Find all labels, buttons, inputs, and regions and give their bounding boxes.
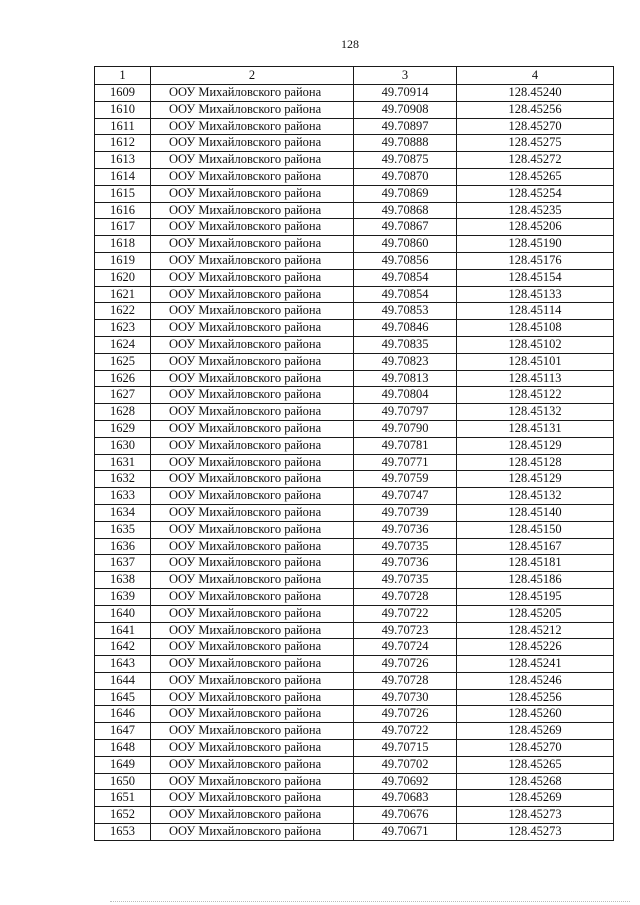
table-row — [95, 605, 614, 622]
row-number-cell: 1622 — [95, 303, 151, 320]
row-number-cell: 1647 — [95, 723, 151, 740]
row-number-cell: 1632 — [95, 471, 151, 488]
row-number-cell: 1624 — [95, 336, 151, 353]
name-cell: ООУ Михайловского района — [151, 168, 354, 185]
name-cell: ООУ Михайловского района — [151, 504, 354, 521]
table-row — [95, 471, 614, 488]
table-row — [95, 185, 614, 202]
longitude-cell: 128.45212 — [457, 622, 614, 639]
name-cell: ООУ Михайловского района — [151, 85, 354, 102]
column-header-number: 1 — [95, 67, 151, 85]
name-cell: ООУ Михайловского района — [151, 252, 354, 269]
name-cell: ООУ Михайловского района — [151, 135, 354, 152]
longitude-cell: 128.45122 — [457, 387, 614, 404]
table-row — [95, 689, 614, 706]
row-number-cell: 1646 — [95, 706, 151, 723]
table-row — [95, 538, 614, 555]
longitude-cell: 128.45102 — [457, 336, 614, 353]
column-header-latitude: 3 — [354, 67, 457, 85]
name-cell: ООУ Михайловского района — [151, 538, 354, 555]
table-row — [95, 454, 614, 471]
latitude-cell: 49.70722 — [354, 605, 457, 622]
latitude-cell: 49.70813 — [354, 370, 457, 387]
table-row — [95, 588, 614, 605]
row-number-cell: 1639 — [95, 588, 151, 605]
name-cell: ООУ Михайловского района — [151, 555, 354, 572]
longitude-cell: 128.45241 — [457, 656, 614, 673]
name-cell: ООУ Михайловского района — [151, 807, 354, 824]
latitude-cell: 49.70736 — [354, 555, 457, 572]
row-number-cell: 1613 — [95, 152, 151, 169]
name-cell: ООУ Михайловского района — [151, 387, 354, 404]
name-cell: ООУ Михайловского района — [151, 488, 354, 505]
table-row — [95, 790, 614, 807]
name-cell: ООУ Михайловского района — [151, 219, 354, 236]
row-number-cell: 1616 — [95, 202, 151, 219]
table-row — [95, 168, 614, 185]
row-number-cell: 1626 — [95, 370, 151, 387]
footer-rule — [110, 901, 630, 902]
table-row — [95, 387, 614, 404]
table-row — [95, 504, 614, 521]
row-number-cell: 1638 — [95, 572, 151, 589]
latitude-cell: 49.70722 — [354, 723, 457, 740]
longitude-cell: 128.45186 — [457, 572, 614, 589]
table-row — [95, 572, 614, 589]
row-number-cell: 1625 — [95, 353, 151, 370]
row-number-cell: 1635 — [95, 521, 151, 538]
latitude-cell: 49.70914 — [354, 85, 457, 102]
name-cell: ООУ Михайловского района — [151, 320, 354, 337]
latitude-cell: 49.70676 — [354, 807, 457, 824]
row-number-cell: 1612 — [95, 135, 151, 152]
longitude-cell: 128.45273 — [457, 824, 614, 841]
latitude-cell: 49.70728 — [354, 672, 457, 689]
name-cell: ООУ Михайловского района — [151, 790, 354, 807]
table-body — [95, 85, 614, 841]
table-row — [95, 807, 614, 824]
longitude-cell: 128.45114 — [457, 303, 614, 320]
row-number-cell: 1652 — [95, 807, 151, 824]
latitude-cell: 49.70897 — [354, 118, 457, 135]
longitude-cell: 128.45181 — [457, 555, 614, 572]
row-number-cell: 1645 — [95, 689, 151, 706]
row-number-cell: 1634 — [95, 504, 151, 521]
longitude-cell: 128.45154 — [457, 269, 614, 286]
name-cell: ООУ Михайловского района — [151, 101, 354, 118]
longitude-cell: 128.45113 — [457, 370, 614, 387]
latitude-cell: 49.70888 — [354, 135, 457, 152]
longitude-cell: 128.45240 — [457, 85, 614, 102]
latitude-cell: 49.70781 — [354, 437, 457, 454]
latitude-cell: 49.70728 — [354, 588, 457, 605]
name-cell: ООУ Михайловского района — [151, 236, 354, 253]
table-row — [95, 420, 614, 437]
row-number-cell: 1633 — [95, 488, 151, 505]
table-row — [95, 286, 614, 303]
latitude-cell: 49.70759 — [354, 471, 457, 488]
row-number-cell: 1641 — [95, 622, 151, 639]
longitude-cell: 128.45108 — [457, 320, 614, 337]
name-cell: ООУ Михайловского района — [151, 185, 354, 202]
table-row — [95, 773, 614, 790]
row-number-cell: 1636 — [95, 538, 151, 555]
name-cell: ООУ Михайловского района — [151, 689, 354, 706]
row-number-cell: 1619 — [95, 252, 151, 269]
column-header-longitude: 4 — [457, 67, 614, 85]
longitude-cell: 128.45246 — [457, 672, 614, 689]
latitude-cell: 49.70683 — [354, 790, 457, 807]
row-number-cell: 1617 — [95, 219, 151, 236]
latitude-cell: 49.70854 — [354, 269, 457, 286]
latitude-cell: 49.70730 — [354, 689, 457, 706]
row-number-cell: 1643 — [95, 656, 151, 673]
longitude-cell: 128.45270 — [457, 740, 614, 757]
row-number-cell: 1623 — [95, 320, 151, 337]
longitude-cell: 128.45167 — [457, 538, 614, 555]
longitude-cell: 128.45268 — [457, 773, 614, 790]
longitude-cell: 128.45265 — [457, 756, 614, 773]
row-number-cell: 1648 — [95, 740, 151, 757]
table-row — [95, 85, 614, 102]
row-number-cell: 1653 — [95, 824, 151, 841]
latitude-cell: 49.70702 — [354, 756, 457, 773]
row-number-cell: 1630 — [95, 437, 151, 454]
table-row — [95, 336, 614, 353]
longitude-cell: 128.45226 — [457, 639, 614, 656]
latitude-cell: 49.70735 — [354, 538, 457, 555]
table-row — [95, 437, 614, 454]
longitude-cell: 128.45260 — [457, 706, 614, 723]
longitude-cell: 128.45275 — [457, 135, 614, 152]
table-row — [95, 118, 614, 135]
name-cell: ООУ Михайловского района — [151, 202, 354, 219]
latitude-cell: 49.70739 — [354, 504, 457, 521]
longitude-cell: 128.45129 — [457, 437, 614, 454]
longitude-cell: 128.45128 — [457, 454, 614, 471]
longitude-cell: 128.45176 — [457, 252, 614, 269]
latitude-cell: 49.70790 — [354, 420, 457, 437]
longitude-cell: 128.45270 — [457, 118, 614, 135]
name-cell: ООУ Михайловского района — [151, 454, 354, 471]
latitude-cell: 49.70908 — [354, 101, 457, 118]
latitude-cell: 49.70671 — [354, 824, 457, 841]
table-row — [95, 353, 614, 370]
name-cell: ООУ Михайловского района — [151, 588, 354, 605]
latitude-cell: 49.70823 — [354, 353, 457, 370]
latitude-cell: 49.70870 — [354, 168, 457, 185]
longitude-cell: 128.45132 — [457, 404, 614, 421]
table-row — [95, 639, 614, 656]
name-cell: ООУ Михайловского района — [151, 370, 354, 387]
latitude-cell: 49.70804 — [354, 387, 457, 404]
name-cell: ООУ Михайловского района — [151, 437, 354, 454]
longitude-cell: 128.45101 — [457, 353, 614, 370]
table-row — [95, 320, 614, 337]
latitude-cell: 49.70797 — [354, 404, 457, 421]
row-number-cell: 1644 — [95, 672, 151, 689]
name-cell: ООУ Михайловского района — [151, 353, 354, 370]
longitude-cell: 128.45129 — [457, 471, 614, 488]
row-number-cell: 1627 — [95, 387, 151, 404]
table-row — [95, 740, 614, 757]
longitude-cell: 128.45206 — [457, 219, 614, 236]
latitude-cell: 49.70692 — [354, 773, 457, 790]
latitude-cell: 49.70835 — [354, 336, 457, 353]
latitude-cell: 49.70736 — [354, 521, 457, 538]
longitude-cell: 128.45256 — [457, 689, 614, 706]
row-number-cell: 1650 — [95, 773, 151, 790]
latitude-cell: 49.70868 — [354, 202, 457, 219]
table-row — [95, 252, 614, 269]
name-cell: ООУ Михайловского района — [151, 572, 354, 589]
latitude-cell: 49.70875 — [354, 152, 457, 169]
latitude-cell: 49.70856 — [354, 252, 457, 269]
longitude-cell: 128.45265 — [457, 168, 614, 185]
name-cell: ООУ Михайловского района — [151, 471, 354, 488]
name-cell: ООУ Михайловского района — [151, 622, 354, 639]
row-number-cell: 1621 — [95, 286, 151, 303]
row-number-cell: 1620 — [95, 269, 151, 286]
longitude-cell: 128.45269 — [457, 790, 614, 807]
longitude-cell: 128.45235 — [457, 202, 614, 219]
row-number-cell: 1614 — [95, 168, 151, 185]
name-cell: ООУ Михайловского района — [151, 404, 354, 421]
table-row — [95, 672, 614, 689]
name-cell: ООУ Михайловского района — [151, 303, 354, 320]
latitude-cell: 49.70726 — [354, 656, 457, 673]
table-row — [95, 202, 614, 219]
latitude-cell: 49.70869 — [354, 185, 457, 202]
row-number-cell: 1640 — [95, 605, 151, 622]
table-header-row — [95, 67, 614, 85]
latitude-cell: 49.70853 — [354, 303, 457, 320]
name-cell: ООУ Михайловского района — [151, 656, 354, 673]
table-row — [95, 656, 614, 673]
row-number-cell: 1618 — [95, 236, 151, 253]
table-row — [95, 824, 614, 841]
row-number-cell: 1642 — [95, 639, 151, 656]
table-row — [95, 101, 614, 118]
longitude-cell: 128.45272 — [457, 152, 614, 169]
page-number: 128 — [341, 37, 359, 51]
row-number-cell: 1637 — [95, 555, 151, 572]
name-cell: ООУ Михайловского района — [151, 756, 354, 773]
table-row — [95, 756, 614, 773]
row-number-cell: 1631 — [95, 454, 151, 471]
table-row — [95, 488, 614, 505]
longitude-cell: 128.45150 — [457, 521, 614, 538]
longitude-cell: 128.45140 — [457, 504, 614, 521]
name-cell: ООУ Михайловского района — [151, 740, 354, 757]
longitude-cell: 128.45190 — [457, 236, 614, 253]
column-header-name: 2 — [151, 67, 354, 85]
table-row — [95, 303, 614, 320]
row-number-cell: 1610 — [95, 101, 151, 118]
latitude-cell: 49.70726 — [354, 706, 457, 723]
name-cell: ООУ Михайловского района — [151, 706, 354, 723]
name-cell: ООУ Михайловского района — [151, 420, 354, 437]
latitude-cell: 49.70735 — [354, 572, 457, 589]
row-number-cell: 1649 — [95, 756, 151, 773]
name-cell: ООУ Михайловского района — [151, 336, 354, 353]
table-row — [95, 370, 614, 387]
table-row — [95, 152, 614, 169]
table-row — [95, 622, 614, 639]
latitude-cell: 49.70715 — [354, 740, 457, 757]
longitude-cell: 128.45132 — [457, 488, 614, 505]
name-cell: ООУ Михайловского района — [151, 723, 354, 740]
table-row — [95, 269, 614, 286]
row-number-cell: 1628 — [95, 404, 151, 421]
name-cell: ООУ Михайловского района — [151, 286, 354, 303]
name-cell: ООУ Михайловского района — [151, 773, 354, 790]
latitude-cell: 49.70846 — [354, 320, 457, 337]
latitude-cell: 49.70723 — [354, 622, 457, 639]
coordinates-table — [94, 66, 614, 841]
longitude-cell: 128.45205 — [457, 605, 614, 622]
name-cell: ООУ Михайловского района — [151, 521, 354, 538]
table-row — [95, 521, 614, 538]
table-row — [95, 135, 614, 152]
latitude-cell: 49.70867 — [354, 219, 457, 236]
table-row — [95, 723, 614, 740]
latitude-cell: 49.70771 — [354, 454, 457, 471]
name-cell: ООУ Михайловского района — [151, 672, 354, 689]
longitude-cell: 128.45256 — [457, 101, 614, 118]
table-row — [95, 404, 614, 421]
latitude-cell: 49.70747 — [354, 488, 457, 505]
longitude-cell: 128.45195 — [457, 588, 614, 605]
longitude-cell: 128.45131 — [457, 420, 614, 437]
longitude-cell: 128.45133 — [457, 286, 614, 303]
longitude-cell: 128.45269 — [457, 723, 614, 740]
name-cell: ООУ Михайловского района — [151, 824, 354, 841]
longitude-cell: 128.45254 — [457, 185, 614, 202]
name-cell: ООУ Михайловского района — [151, 118, 354, 135]
latitude-cell: 49.70724 — [354, 639, 457, 656]
row-number-cell: 1651 — [95, 790, 151, 807]
table-row — [95, 236, 614, 253]
row-number-cell: 1611 — [95, 118, 151, 135]
table-row — [95, 555, 614, 572]
name-cell: ООУ Михайловского района — [151, 605, 354, 622]
row-number-cell: 1629 — [95, 420, 151, 437]
table-row — [95, 706, 614, 723]
longitude-cell: 128.45273 — [457, 807, 614, 824]
latitude-cell: 49.70854 — [354, 286, 457, 303]
name-cell: ООУ Михайловского района — [151, 269, 354, 286]
name-cell: ООУ Михайловского района — [151, 639, 354, 656]
row-number-cell: 1609 — [95, 85, 151, 102]
latitude-cell: 49.70860 — [354, 236, 457, 253]
table-row — [95, 219, 614, 236]
row-number-cell: 1615 — [95, 185, 151, 202]
name-cell: ООУ Михайловского района — [151, 152, 354, 169]
